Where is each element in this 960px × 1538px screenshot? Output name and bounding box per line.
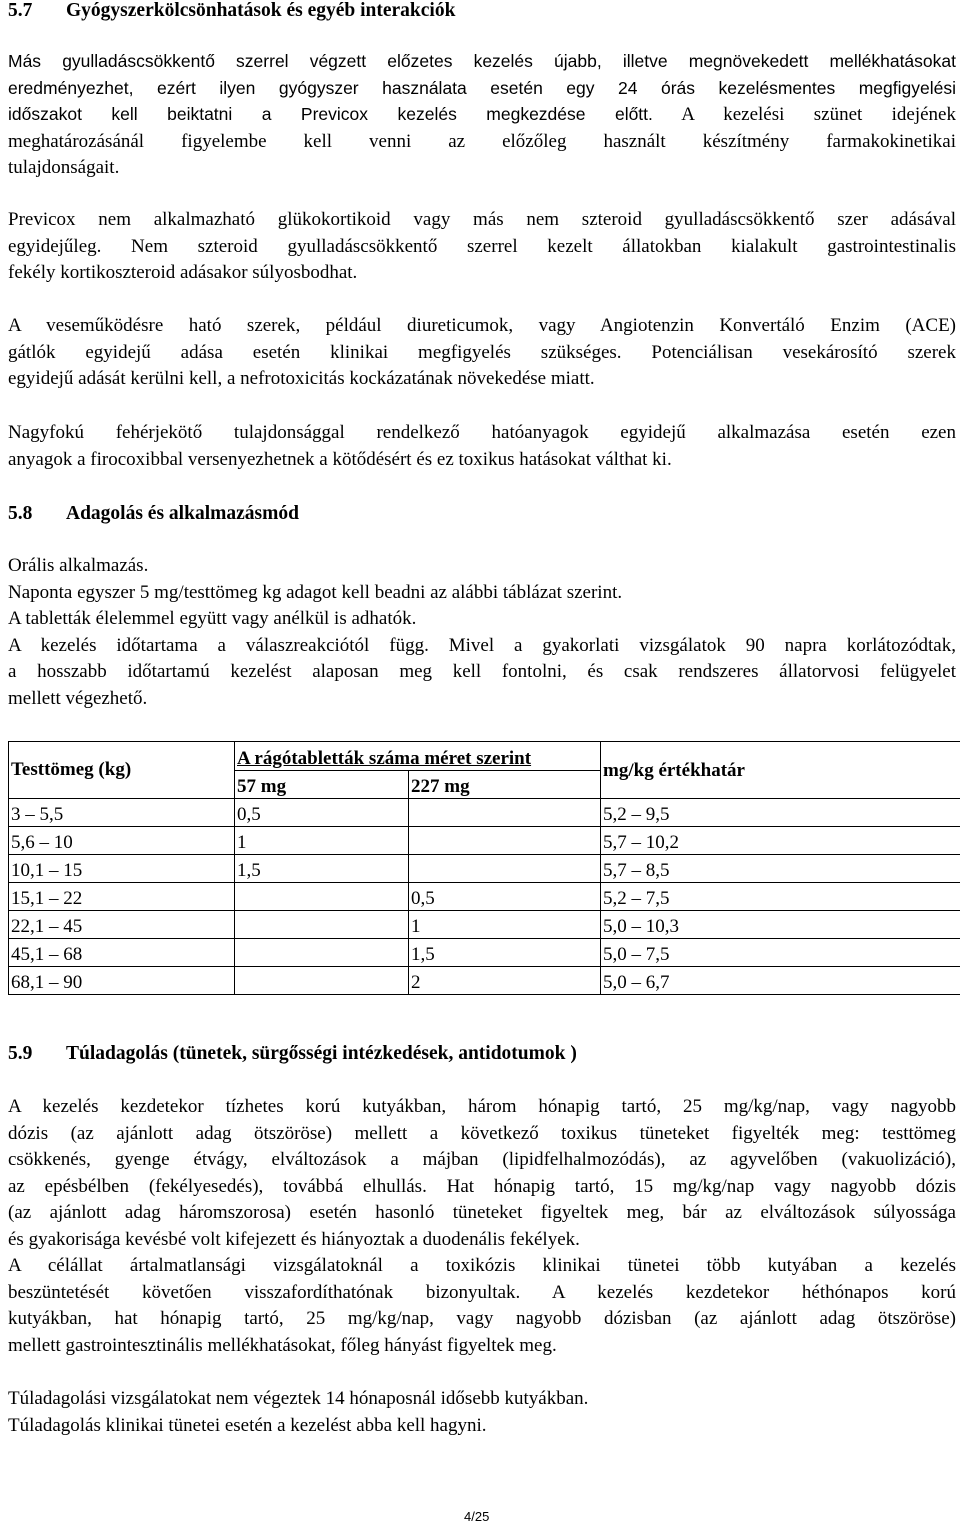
section-number: 5.9 [8,1043,33,1064]
table-body [9,799,960,995]
cell-weight: 10,1 – 15 [9,855,235,883]
text-line: A tabletták élelemmel együtt vagy anélkül is adhatók. [8,608,417,629]
cell-57mg: 1,5 [235,855,409,883]
section-heading-5-7 [8,0,455,22]
text-line: (az ajánlott adag háromszorosa) esetén hasonló tüneteket figyeltek meg, bár az elváltozások súlyossága [8,1202,956,1223]
cell-weight: 15,1 – 22 [9,883,235,911]
text-line: Túladagolási vizsgálatokat nem végeztek 14 hónaposnál idősebb kutyákban. [8,1388,589,1409]
text-line: A kezelés kezdetekor tízhetes korú kutyákban, három hónapig tartó, 25 mg/kg/nap, vagy nagyobb [8,1096,956,1117]
cell-57mg: 0,5 [235,799,409,827]
cell-57mg [235,883,409,911]
header-57mg: 57 mg [235,770,409,799]
cell-57mg: 1 [235,827,409,855]
table-row [9,911,960,939]
cell-227mg [409,799,601,827]
cell-limit: 5,7 – 10,2 [601,827,960,855]
cell-227mg: 1,5 [409,939,601,967]
cell-57mg [235,911,409,939]
cell-227mg [409,855,601,883]
section-title: Túladagolás (tünetek, sürgősségi intézkedések, antidotumok ) [66,1043,577,1064]
text-line: Previcox nem alkalmazható glükokortikoid vagy más nem szteroid gyulladáscsökkentő szer adásával [8,209,956,230]
interactions-paragraph-3 [8,313,956,393]
section-heading-5-9 [8,1043,577,1065]
text-line: Naponta egyszer 5 mg/testtömeg kg adagot kell beadni az alábbi táblázat szerint. [8,581,623,603]
table-row [9,827,960,855]
cell-limit: 5,2 – 9,5 [601,799,960,827]
text-line: Túladagolás klinikai tünetei esetén a kezelést abba kell hagyni. [8,1414,487,1436]
text-line [8,101,956,129]
header-tablets: A rágótabletták száma méret szerint [235,742,601,771]
text-line: kutyákban, hat hónapig tartó, 25 mg/kg/nap, vagy nagyobb dózisban (az ajánlott adag ötszöröse) [8,1308,956,1329]
cell-weight: 22,1 – 45 [9,911,235,939]
table-row [9,967,960,995]
text-line: eredményezhet, ezért ilyen gyógyszer használata esetén egy 24 órás kezelésmentes megfigyelési [8,77,956,98]
text-line: A kezelés időtartama a válaszreakciótól függ. Mivel a gyakorlati vizsgálatok 90 napra korlátozódtak, [8,634,956,656]
text-line: az epésbélben (fekélyesedés), továbbá elhullás. Hat hónapig tartó, 15 mg/kg/nap vagy nagyobb dózis [8,1175,956,1197]
cell-weight: 68,1 – 90 [9,967,235,995]
text-line: Orális alkalmazás. [8,555,149,576]
cell-limit: 5,7 – 8,5 [601,855,960,883]
section-number: 5.7 [8,0,33,21]
text-line: a hosszabb időtartamú kezelést alaposan meg kell fontolni, és csak rendszeres állatorvosi felügyelet [8,661,956,682]
table-row [9,939,960,967]
text-line: tulajdonságait. [8,157,120,178]
cell-limit: 5,0 – 6,7 [601,967,960,995]
text-line: csökkenés, gyenge étvágy, elváltozások a májban (lipidfelhalmozódás), az agyvelőben (vakuolizáció), [8,1149,956,1170]
text-line: anyagok a firocoxibbal versenyezhetnek a kötődésért és ez toxikus hatásokat válthat ki. [8,448,672,470]
cell-limit: 5,2 – 7,5 [601,883,960,911]
cell-227mg [409,827,601,855]
table-row [9,883,960,911]
text-line: A veseműködésre ható szerek, például diureticumok, vagy Angiotenzin Konvertáló Enzim (ACE) [8,315,956,336]
text-line: dózis (az ajánlott adag ötszöröse) mellett a következő toxikus tüneteket figyelték meg: testtömeg [8,1122,956,1144]
interactions-paragraph-1 [8,48,956,182]
table-row [9,855,960,883]
cell-weight: 3 – 5,5 [9,799,235,827]
cell-227mg: 1 [409,911,601,939]
cell-weight: 5,6 – 10 [9,827,235,855]
dosage-paragraph [8,553,956,712]
dosage-table [8,741,960,995]
section-heading-5-8 [8,503,299,525]
interactions-paragraph-2 [8,207,956,287]
cell-57mg [235,967,409,995]
overdose-note-paragraph [8,1386,956,1439]
cell-227mg: 2 [409,967,601,995]
cell-weight: 45,1 – 68 [9,939,235,967]
cell-limit: 5,0 – 10,3 [601,911,960,939]
text-line: meghatározásánál figyelembe kell venni az előzőleg használt készítmény farmakokinetikai [8,130,956,152]
text-line: A célállat ártalmatlansági vizsgálatoknál a toxikózis klinikai tünetei több kutyában a kezelés [8,1255,956,1276]
text-line: mellett végezhető. [8,687,148,709]
text-fragment: A kezelési szünet idejének [681,104,956,125]
text-line: beszüntetését követően visszafordíthatónak bizonyultak. A kezelés kezdetekor héthónapos korú [8,1281,956,1303]
text-line: egyidejűleg. Nem szteroid gyulladáscsökkentő szerrel kezelt állatokban kialakult gastrointestinalis [8,235,956,257]
section-title: Gyógyszerkölcsönhatások és egyéb interakciók [66,0,456,21]
table-row [9,799,960,827]
text-line: egyidejű adását kerülni kell, a nefrotoxicitás kockázatának növekedése miatt. [8,368,595,389]
section-number: 5.8 [8,503,33,524]
header-weight: Testtömeg (kg) [9,742,235,799]
header-227mg: 227 mg [409,770,601,799]
cell-limit: 5,0 – 7,5 [601,939,960,967]
text-line: és gyakorisága kevésbé volt kifejezett és hiányoztak a duodenális fekélyek. [8,1228,580,1250]
page-number: 4/25 [464,1509,490,1524]
cell-57mg [235,939,409,967]
text-line: gátlók egyidejű adása esetén klinikai megfigyelés szükséges. Potenciálisan vesekárosító szerek [8,341,956,363]
interactions-paragraph-4 [8,420,956,473]
text-fragment: időszakot kell beiktatni a Previcox kezelés megkezdése előtt. [8,104,653,124]
text-line: fekély kortikoszteroid adásakor súlyosbodhat. [8,262,358,283]
text-line: Nagyfokú fehérjekötő tulajdonsággal rendelkező hatóanyagok egyidejű alkalmazása esetén ezen [8,422,956,443]
cell-227mg: 0,5 [409,883,601,911]
header-limit: mg/kg értékhatár [601,742,960,799]
text-line: Más gyulladáscsökkentő szerrel végzett előzetes kezelés újabb, illetve megnövekedett mellékhatásokat [8,51,956,71]
table-header-row [9,742,960,771]
text-line: mellett gastrointesztinális mellékhatásokat, főleg hányást figyeltek meg. [8,1334,557,1356]
overdose-paragraph [8,1094,956,1359]
section-title: Adagolás és alkalmazásmód [66,503,299,524]
